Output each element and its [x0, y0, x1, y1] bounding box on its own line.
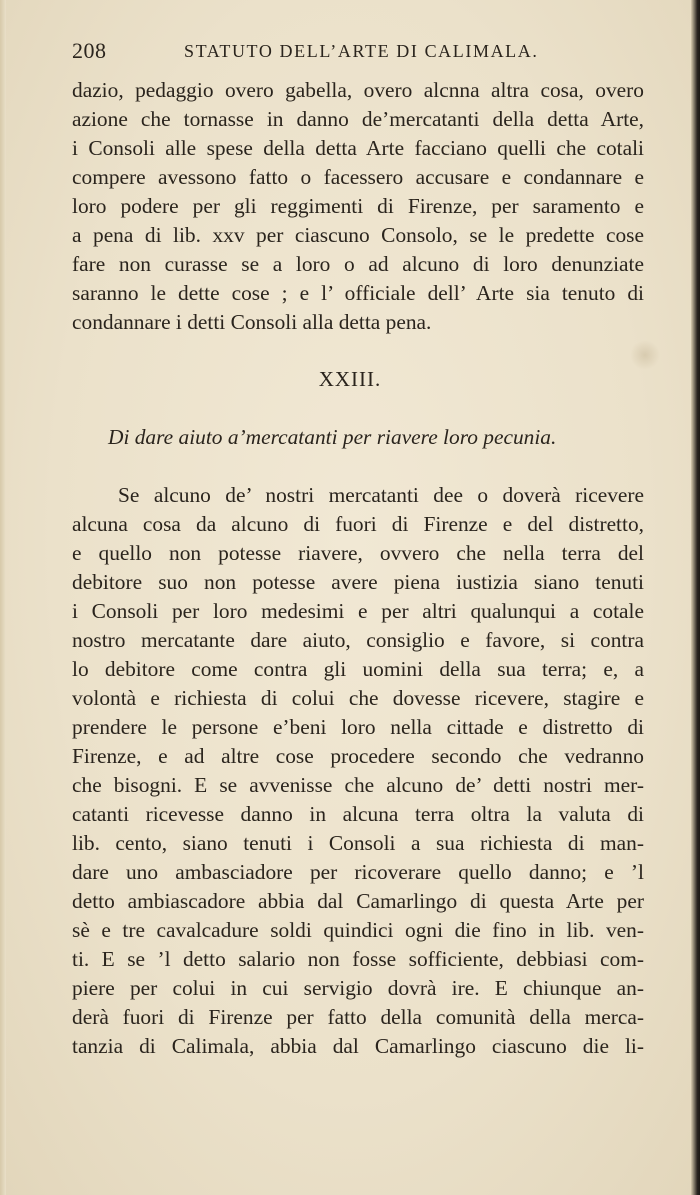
- page-number: 208: [72, 38, 107, 63]
- running-title: STATUTO DELL’ARTE DI CALIMALA.: [184, 41, 539, 61]
- text-line: compere avessono fatto o facessero accusare e condannare e: [72, 165, 644, 189]
- text-line: Firenze, e ad altre cose procedere secondo che vedranno: [72, 744, 644, 768]
- text-line: sè e tre cavalcadure soldi quindici ogni die fino in lib. ven-: [72, 918, 644, 942]
- text-line: e quello non potesse riavere, ovvero che nella terra del: [72, 541, 644, 565]
- text-line: derà fuori di Firenze per fatto della comunità della merca-: [72, 1005, 644, 1029]
- chapter-number: XXIII.: [318, 367, 382, 391]
- text-line: lib. cento, siano tenuti i Consoli a sua richiesta di man-: [72, 831, 644, 855]
- text-line: ti. E se ’l detto salario non fosse sofficiente, debbiasi com-: [72, 947, 644, 971]
- text-line: tanzia di Calimala, abbia dal Camarlingo ciascuno die li-: [72, 1034, 644, 1058]
- text-line: condannare i detti Consoli alla detta pena.: [72, 310, 432, 334]
- text-line: Se alcuno de’ nostri mercatanti dee o doverà ricevere: [118, 483, 644, 507]
- text-line: saranno le dette cose ; e l’ officiale dell’ Arte sia tenuto di: [72, 281, 644, 305]
- text-line: dazio, pedaggio overo gabella, overo alcnna altra cosa, overo: [72, 78, 644, 102]
- chapter-body: [72, 481, 644, 1061]
- paper-stain: [630, 340, 660, 370]
- text-line: piere per colui in cui servigio dovrà ire. E chiunque an-: [72, 976, 644, 1000]
- page-right-edge: [691, 0, 700, 1195]
- text-line: volontà e richiesta di colui che dovesse ricevere, stagire e: [72, 686, 644, 710]
- text-line: i Consoli per loro medesimi e per altri qualunqui a cotale: [72, 599, 644, 623]
- text-line: dare uno ambasciadore per ricoverare quello danno; e ’l: [72, 860, 644, 884]
- text-line: che bisogni. E se avvenisse che alcuno de’ detti nostri mer-: [72, 773, 644, 797]
- running-head: [72, 38, 642, 68]
- text-line: catanti ricevesse danno in alcuna terra oltra la valuta di: [72, 802, 644, 826]
- text-line: detto ambiascadore abbia dal Camarlingo di questa Arte per: [72, 889, 644, 913]
- page-left-edge: [0, 0, 6, 1195]
- text-line: prendere le persone e’beni loro nella cittade e distretto di: [72, 715, 644, 739]
- text-line: a pena di lib. xxv per ciascuno Consolo, se le predette cose: [72, 223, 644, 247]
- text-line: debitore suo non potesse avere piena iustizia siano tenuti: [72, 570, 644, 594]
- text-line: alcuna cosa da alcuno di fuori di Firenze e del distretto,: [72, 512, 644, 536]
- continuation-paragraph: [72, 76, 644, 337]
- text-line: azione che tornasse in danno de’mercatanti della detta Arte,: [72, 107, 644, 131]
- text-line: fare non curasse se a loro o ad alcuno di loro denunziate: [72, 252, 644, 276]
- text-line: nostro mercatante dare aiuto, consiglio e favore, si contra: [72, 628, 644, 652]
- text-line: lo debitore come contra gli uomini della sua terra; e, a: [72, 657, 644, 681]
- text-line: i Consoli alle spese della detta Arte facciano quelli che cotali: [72, 136, 644, 160]
- text-line: loro podere per gli reggimenti di Firenze, per saramento e: [72, 194, 644, 218]
- chapter-title: Di dare aiuto a’mercatanti per riavere loro pecunia.: [108, 425, 557, 449]
